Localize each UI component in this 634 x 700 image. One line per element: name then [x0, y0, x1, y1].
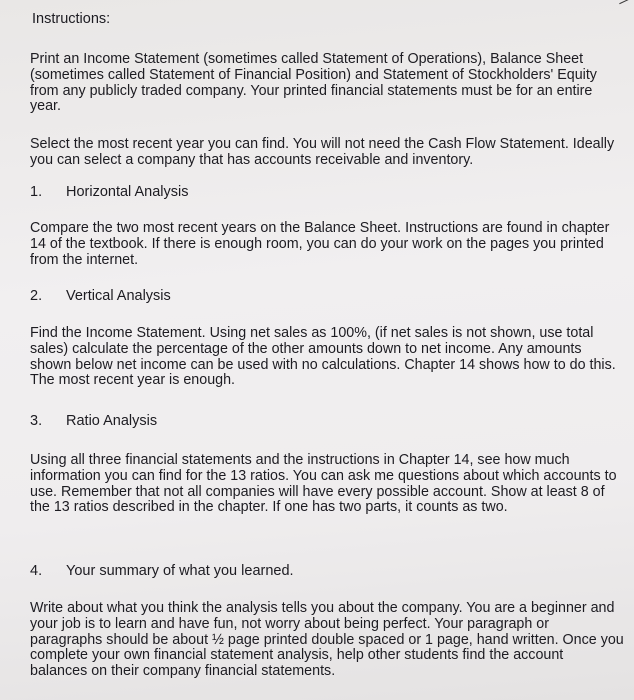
- item-horizontal-analysis: [30, 184, 189, 200]
- item-title: Ratio Analysis: [66, 413, 158, 429]
- item-number: 1.: [30, 184, 43, 200]
- pen-mark: [619, 0, 634, 10]
- item-ratio-analysis: [30, 413, 157, 429]
- select-paragraph: Select the most recent year you can find. You will not need the Cash Flow Statement. Ideally you can select a company that has accounts receivable and inventory.: [30, 136, 615, 168]
- instructions-heading: Instructions:: [32, 11, 111, 27]
- item-title: Your summary of what you learned.: [66, 563, 294, 579]
- item-title: Vertical Analysis: [66, 288, 171, 304]
- summary-paragraph: Write about what you think the analysis tells you about the company. You are a beginner and your job is to learn and have fun, not worry about being perfect. Your paragraph or paragraphs should be about ½ page printed double spaced or 1 page, hand written. Once you complete your own financial statement analysis, help other students find the account balances on their company financial statements.: [30, 600, 624, 680]
- item-number: 3.: [30, 413, 43, 429]
- item-number: 4.: [30, 563, 43, 579]
- document-page: [30, 0, 626, 700]
- item-summary: [30, 563, 294, 579]
- horizontal-analysis-paragraph: Compare the two most recent years on the Balance Sheet. Instructions are found in chapter 14 of the textbook. If there is enough room, you can do your work on the pages you printed from the internet.: [30, 220, 610, 268]
- item-number: 2.: [30, 288, 43, 304]
- ratio-analysis-paragraph: Using all three financial statements and the instructions in Chapter 14, see how much information you can find for the 13 ratios. You can ask me questions about which accounts to use. Remember that not all companies will have every possible account. Show at least 8 of the 13 ratios described in the chapter. If one has two parts, it counts as two.: [30, 452, 617, 516]
- item-title: Horizontal Analysis: [66, 184, 189, 200]
- vertical-analysis-paragraph: Find the Income Statement. Using net sales as 100%, (if net sales is not shown, use total sales) calculate the percentage of the other amounts down to net income. Any amounts shown below net income can be used with no calculations. Chapter 14 shows how to do this. The most recent year is enough.: [30, 325, 616, 389]
- item-vertical-analysis: [30, 288, 171, 304]
- intro-paragraph: Print an Income Statement (sometimes called Statement of Operations), Balance Sheet (sometimes called Statement of Financial Position) and Statement of Stockholders' Equity from any publicly traded company. Your printed financial statements must be for an entire year.: [30, 51, 597, 115]
